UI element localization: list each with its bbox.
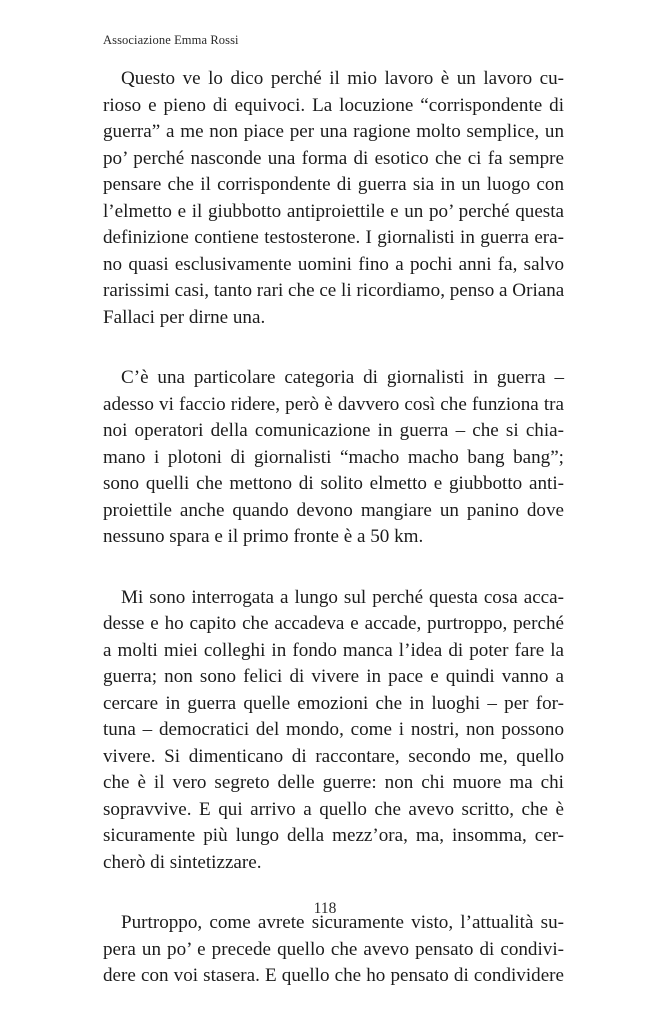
running-header: Associazione Emma Rossi: [103, 33, 239, 47]
text-line: Questo ve lo dico perché il mio lavoro è un lavoro cu-: [121, 68, 564, 89]
text-line: vivere. Si dimenticano di raccontare, secondo me, quello: [103, 745, 564, 767]
text-line: rioso e pieno di equivoci. La locuzione “corrispondente di: [103, 94, 564, 116]
text-line: cercare in guerra quelle emozioni che in luoghi – per for-: [103, 692, 564, 714]
text-line: no quasi esclusivamente uomini fino a pochi anni fa, salvo: [103, 253, 564, 275]
text-line: C’è una particolare categoria di giornalisti in guerra –: [121, 367, 564, 388]
text-line: guerra” a me non piace per una ragione molto semplice, un: [103, 121, 564, 142]
text-line: proiettile anche quando devono mangiare un panino dove: [103, 499, 564, 521]
text-line: desse e ho capito che accadeva e accade, purtroppo, perché: [103, 613, 564, 634]
text-line: pera un po’ e precede quello che avevo pensato di condivi-: [103, 938, 564, 960]
text-line: cherò di sintetizzare.: [103, 851, 262, 873]
text-line: tuna – democratici del mondo, come i nostri, non possono: [103, 719, 564, 740]
text-line: sono quelli che mettono di solito elmetto e giubbotto anti-: [103, 473, 564, 494]
text-line: nessuno spara e il primo fronte è a 50 km.: [103, 526, 424, 547]
text-line: po’ perché nasconde una forma di esotico che ci fa sempre: [103, 147, 564, 169]
text-line: rarissimi casi, tanto rari che ce li ricordiamo, penso a Oriana: [103, 280, 565, 301]
text-line: definizione contiene testosterone. I giornalisti in guerra era-: [103, 227, 564, 248]
text-line: sicuramente più lungo della mezz’ora, ma, insomma, cer-: [103, 825, 564, 846]
text-line: mano i plotoni di giornalisti “macho macho bang bang”;: [103, 446, 564, 468]
text-line: che è il vero segreto delle guerre: non chi muore ma chi: [103, 772, 564, 793]
text-line: l’elmetto e il giubbotto antiproiettile e un po’ perché questa: [103, 200, 564, 222]
text-line: pensare che il corrispondente di guerra sia in un luogo con: [103, 174, 564, 195]
text-line: guerra; non sono felici di vivere in pace e quindi vanno a: [103, 666, 564, 687]
text-line: dere con voi stasera. E quello che ho pensato di condividere: [103, 965, 564, 986]
page-number: 118: [313, 900, 337, 917]
text-line: noi operatori della comunicazione in guerra – che si chia-: [103, 420, 564, 441]
text-line: Purtroppo, come avrete sicuramente visto, l’attualità su-: [121, 912, 564, 933]
paragraph: [103, 585, 564, 877]
text-line: adesso vi faccio ridere, però è davvero così che funziona tra: [103, 393, 564, 415]
text-line: Mi sono interrogata a lungo sul perché questa cosa acca-: [121, 586, 564, 608]
body-text: [103, 66, 564, 1024]
text-line: sopravvive. E qui arrivo a quello che avevo scritto, che è: [103, 798, 564, 820]
text-line: a molti miei colleghi in fondo manca l’idea di poter fare la: [103, 639, 564, 661]
text-line: Fallaci per dirne una.: [103, 306, 266, 328]
paragraph: [103, 910, 564, 990]
paragraph: [103, 66, 564, 331]
paragraph: [103, 365, 564, 551]
